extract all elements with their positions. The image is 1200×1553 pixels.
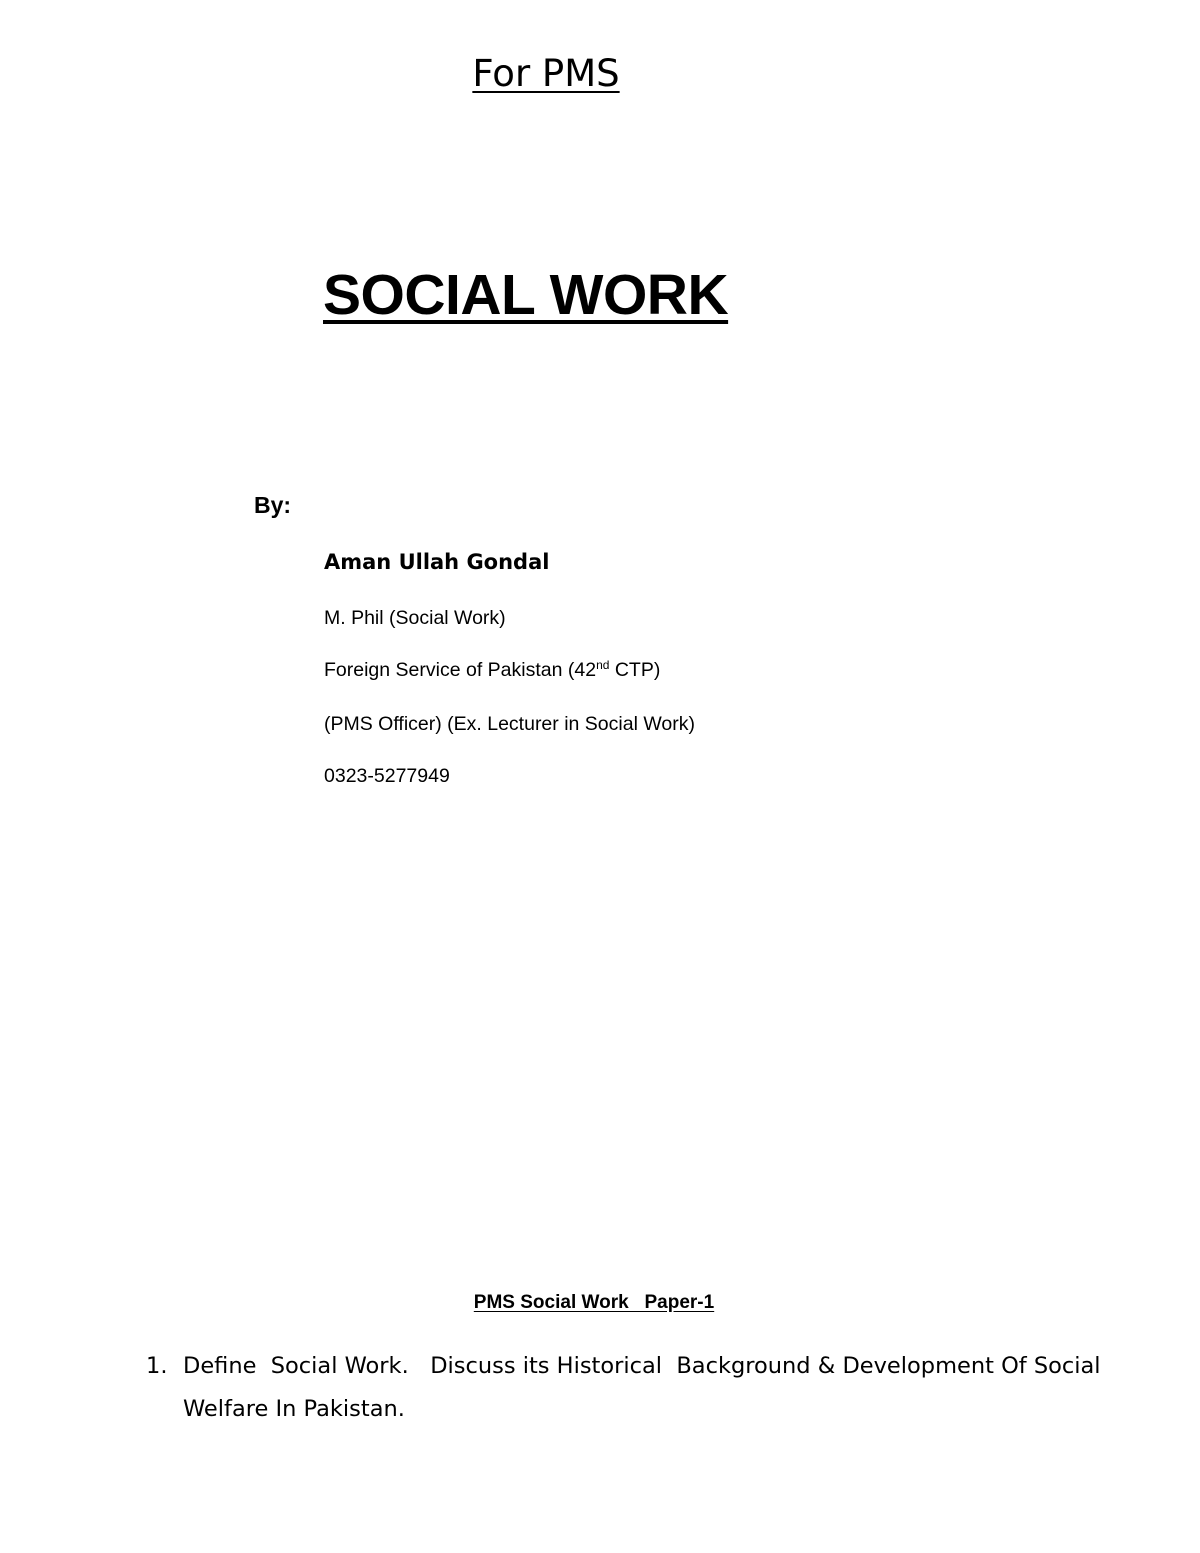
author-role: (PMS Officer) (Ex. Lecturer in Social Work) — [324, 713, 695, 735]
author-name: Aman Ullah Gondal — [324, 550, 550, 574]
question-number: 1. — [146, 1353, 168, 1379]
paper-heading: PMS Social Work Paper-1 — [473, 1292, 715, 1313]
author-service — [324, 659, 660, 682]
for-pms-heading: For PMS — [472, 52, 620, 95]
question-item — [146, 1345, 1106, 1431]
author-service-prefix: Foreign Service of Pakistan (42 — [324, 659, 597, 681]
author-degree: M. Phil (Social Work) — [324, 607, 506, 629]
document-title: SOCIAL WORK — [323, 263, 729, 327]
author-service-suffix: CTP) — [609, 659, 661, 681]
author-phone: 0323-5277949 — [324, 765, 450, 787]
author-service-ordinal: nd — [596, 658, 610, 672]
by-label: By: — [254, 492, 292, 518]
question-text: Define Social Work. Discuss its Historical Background & Development Of Social Welfare In Pakistan. — [183, 1353, 1108, 1422]
